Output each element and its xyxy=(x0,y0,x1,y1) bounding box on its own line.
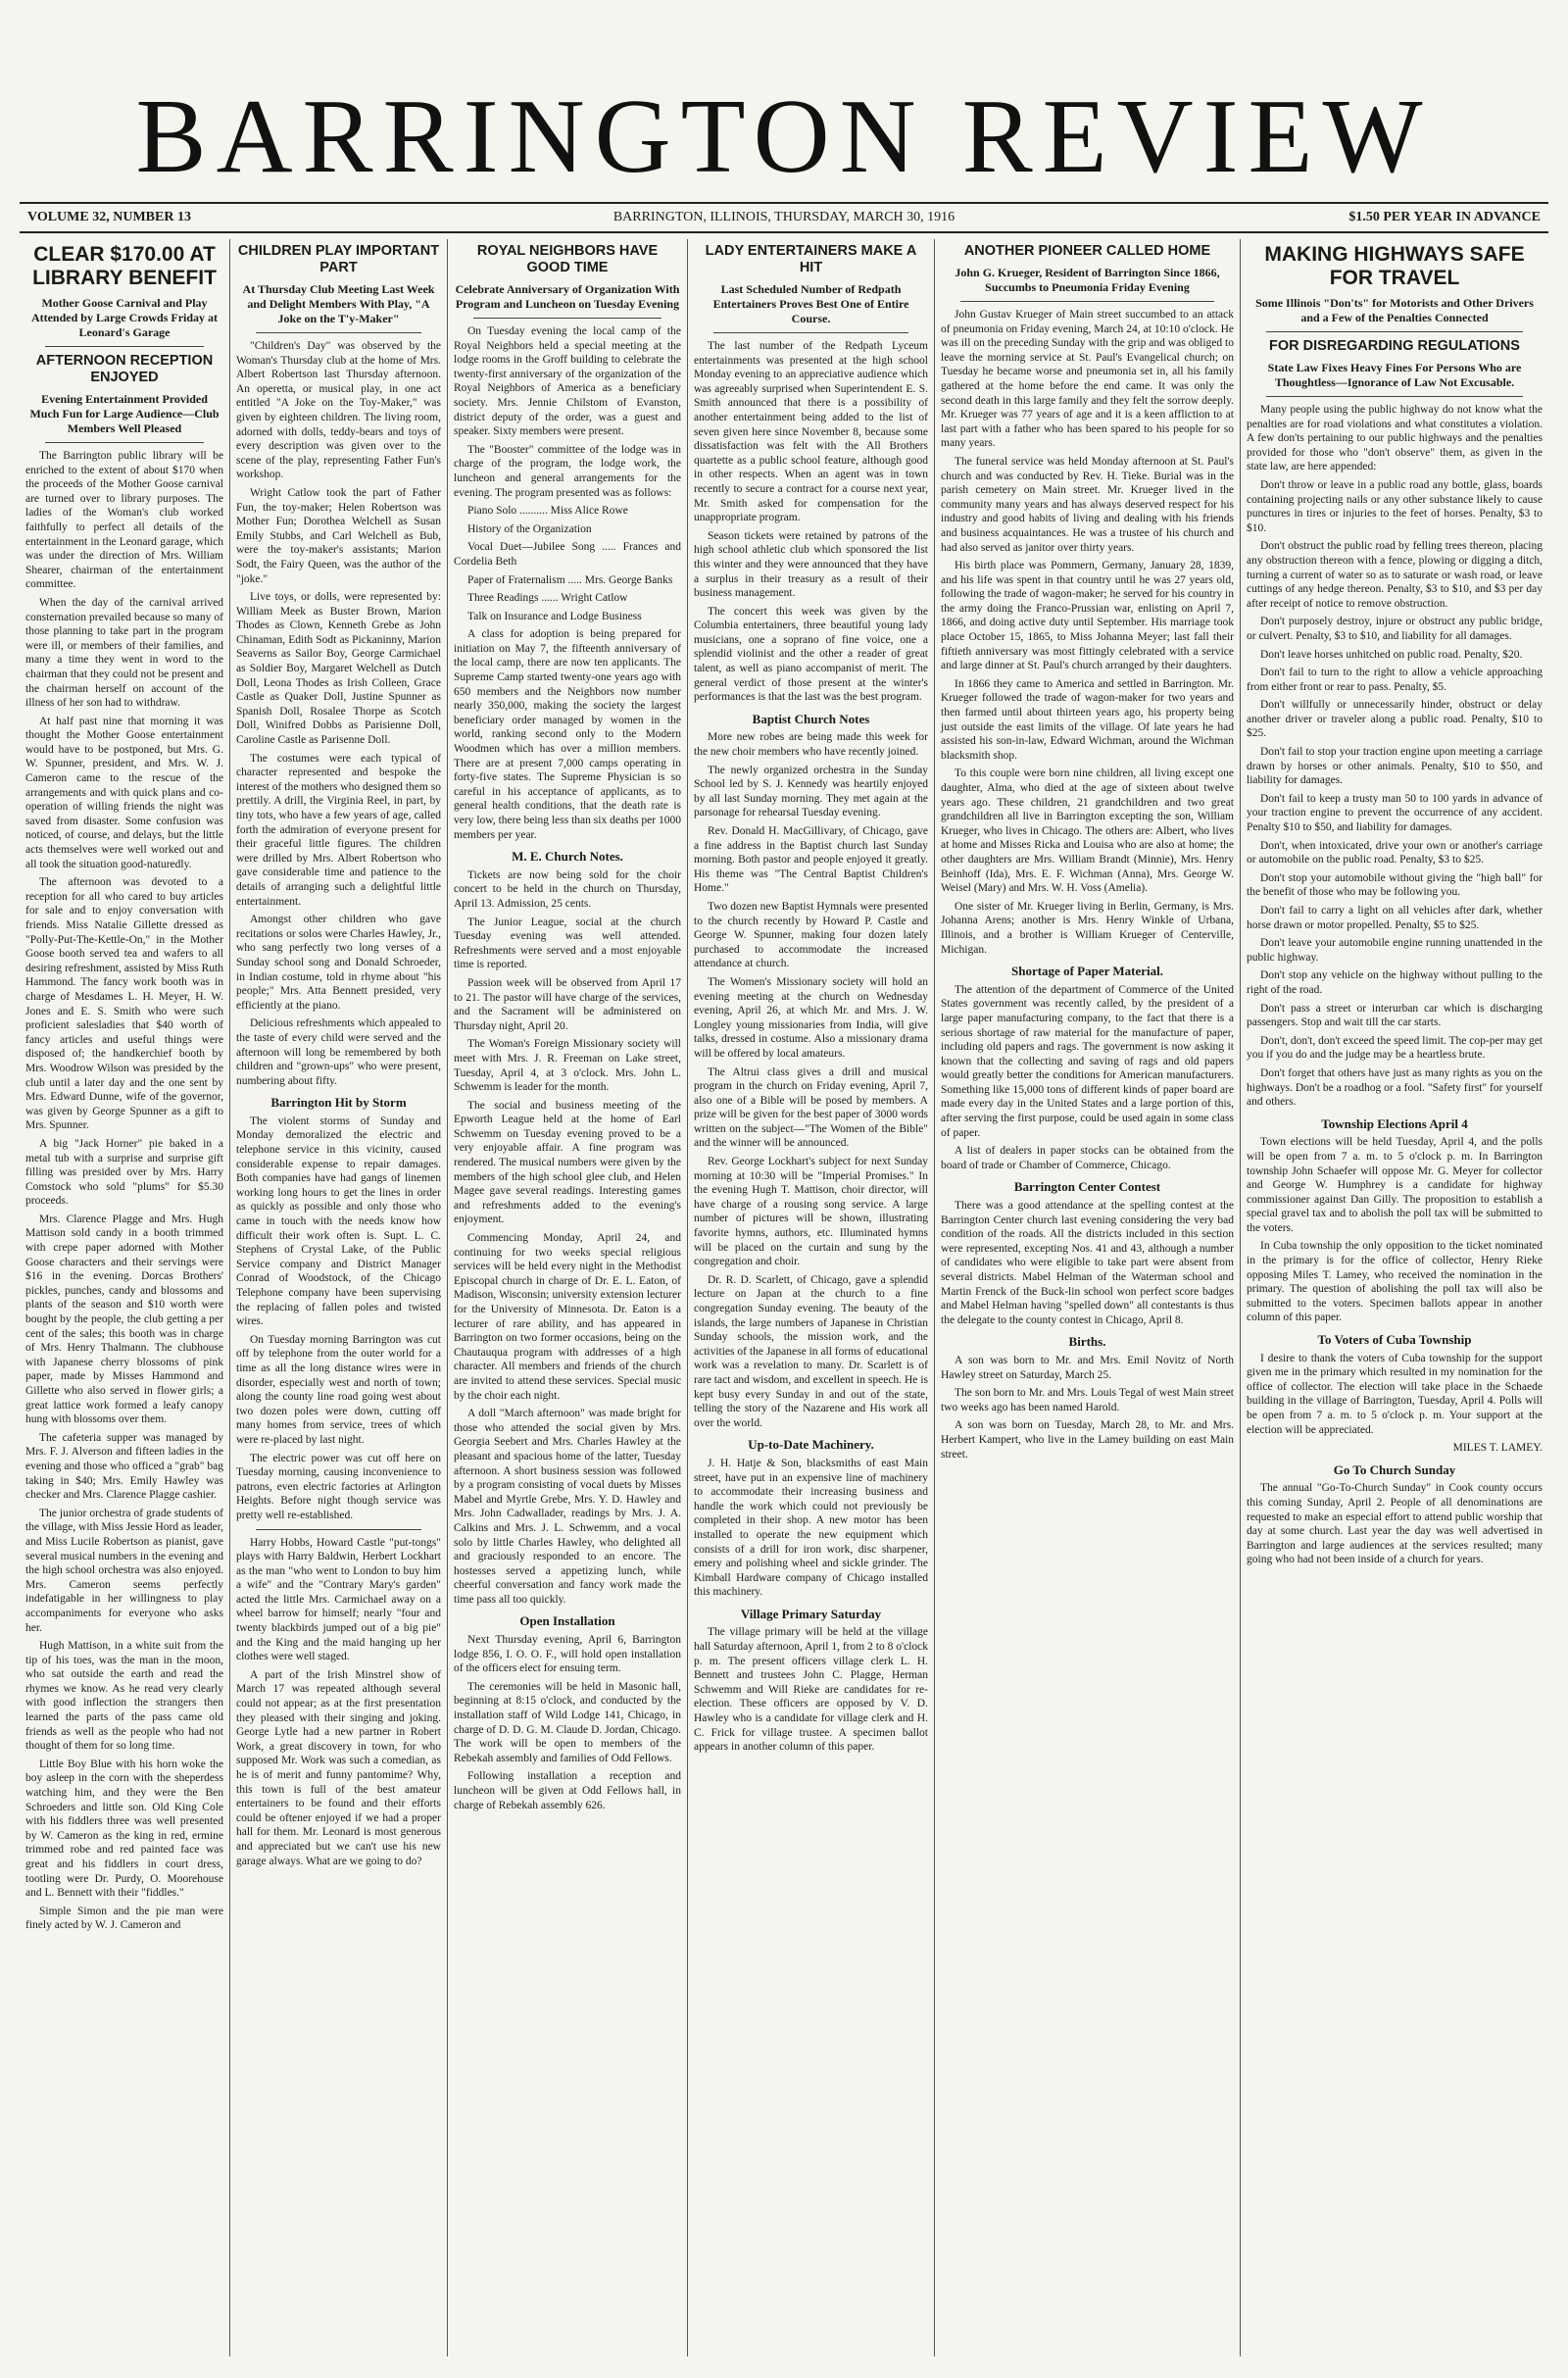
paragraph: The Women's Missionary society will hold an evening meeting at the church on Wednesday evening, April 26, at which Mr. and Mrs. J. W. Longley young missionaries from India, will give talks, dressed in costume. Also a missionary drama will be offered by local amateurs. xyxy=(694,975,928,1060)
paragraph: The cafeteria supper was managed by Mrs. F. J. Alverson and fifteen ladies in the evening and those who officed a "grab" bag taking in $40; Mrs. Emily Hawley was checker and Mrs. Clarence Plagge cashier. xyxy=(25,1431,223,1502)
paragraph: One sister of Mr. Krueger living in Berlin, Germany, is Mrs. Johanna Arens; another is Mrs. Henry Winkle of Urbana, Illinois, and a brother is William Krueger of Centerville, Michigan. xyxy=(941,900,1234,956)
subheading: Births. xyxy=(1068,1334,1106,1350)
paragraph: Season tickets were retained by patrons of the high school athletic club which sponsored the list this winter and they were announced that they have a surplus in their treasury as a result of their business management. xyxy=(694,529,928,600)
paragraph: Don't leave your automobile engine running unattended in the public highway. xyxy=(1247,937,1543,964)
deck: Mother Goose Carnival and Play Attended by Large Crowds Friday at Leonard's Garage xyxy=(30,296,219,339)
divider xyxy=(256,1529,421,1530)
column-children-play xyxy=(230,239,448,2356)
deck: John G. Krueger, Resident of Barrington Since 1866, Succumbs to Pneumonia Friday Evening xyxy=(955,266,1220,294)
paragraph: Hugh Mattison, in a white suit from the tip of his toes, was the man in the moon, who sat outside the earth and read the rhymes we know. As he read very clearly with good inflection the strangers then learned the parts of the pass came old friends as well as the people who had not thought of them for so long time. xyxy=(25,1640,223,1753)
paragraph: At half past nine that morning it was thought the Mother Goose entertainment would have to be postponed, but Mrs. G. W. Spunner, president, and Mrs. W. J. Cameron came to the rescue of the arrangements and with quick plans and co-operation of willing friends the night was saved from disaster. Some confusion was noticed, of course, and delays, but the little acts themselves were well worked out and all took the situation good-naturedly. xyxy=(25,715,223,870)
paragraph: Don't leave horses unhitched on public road. Penalty, $20. xyxy=(1260,648,1523,661)
paragraph: A list of dealers in paper stocks can be obtained from the board of trade or Chamber of Commerce, Chicago. xyxy=(941,1145,1234,1171)
dateline xyxy=(20,202,1548,233)
subheading: Township Elections April 4 xyxy=(1321,1115,1468,1131)
paragraph: In Cuba township the only opposition to the ticket nominated in the primary is for the office of collector, Henry Rieke opposing Miles T. Lamey, who received the nomination in the primary. The question of abolishing the poll tax will also be submitted to the voters. Specimen ballots appear in another column of this paper. xyxy=(1247,1240,1543,1324)
paragraph: Don't, don't, don't exceed the speed limit. The cop-per may get you if you do and the judge may be a heartless brute. xyxy=(1247,1034,1543,1062)
paragraph: The annual "Go-To-Church Sunday" in Cook county occurs this coming Sunday, April 2. People of all denominations are requested to make an especial effort to attend public worship that day at some church. Last year the day was well advertised in Barrington and large audiences at the services resulted; many going who had not been inside of a church for years. xyxy=(1247,1482,1543,1566)
paragraph: The newly organized orchestra in the Sunday School led by S. J. Kennedy was heartily enjoyed by all last Sunday morning. They met again at the parsonage for rehearsal Tuesday evening. xyxy=(694,764,928,819)
paragraph: Dr. R. D. Scarlett, of Chicago, gave a splendid lecture on Japan at the church to a fine congregation Sunday evening. The beauty of the islands, the large numbers of Japanese in Christian Sunday schools, the mission work, and the activities of the Japanese in all forms of educational work was a revelation to many. Dr. Scarlett is of rare tact and wisdom, and excellent in speech. He is kept busy every Sunday in and out of the state, telling the story of the Nazarene and His work all over the world. xyxy=(694,1273,928,1429)
paragraph: A part of the Irish Minstrel show of March 17 was repeated although several could not appear; as at the first presentation they pleased with their singing and joking. George Lytle had a new partner in Robert Work, a great discovery in town, for who supposed Mr. Work was such a comedian, as he is of merit and funny pantomime? Why, this town is full of the best amateur entertainers to be found and their efforts could be oftener enjoyed if we had a proper hall for them. Mr. Leonard is most generous and appreciated but we can't use his new garage always. What are we going to do? xyxy=(236,1668,441,1867)
paragraph: J. H. Hatje & Son, blacksmiths of east Main street, have put in an expensive line of machinery to accommodate their increasing business and handle the work which could not previously be completed in their shop. A new motor has been installed to operate the new equipment which consists of a drill for iron work, disc sharpener, emery and polishing wheel and sickle grinder. The Kimball Hardware company of Chicago installed this machinery. xyxy=(694,1457,928,1599)
paragraph: Don't forget that others have just as many rights as you on the highways. Don't be a roadhog or a fool. "Safety first" for yourself and others. xyxy=(1247,1066,1543,1109)
deck: Celebrate Anniversary of Organization With Program and Luncheon on Tuesday Evening xyxy=(455,282,680,311)
paragraph: Don't purposely destroy, injure or obstruct any public bridge, or culvert. Penalty, $3 to $10, and liability for all damages. xyxy=(1247,616,1543,642)
paragraph: Many people using the public highway do not know what the penalties are for road violations and what constitutes a violation. A few don'ts pertaining to our public highways and the penalties provided for those who "don't observe" them, as given in the state law, are here appended: xyxy=(1247,404,1543,473)
paragraph: On Tuesday evening the local camp of the Royal Neighbors held a special meeting at the lodge rooms in the Groff building to celebrate the twenty-first anniversary of the organization of the Royal Neighbors of America as a beneficiary society. Mrs. Jennie Chilstom of Evanston, district deputy of the order, was a guest and speaker. Sixty members were present. xyxy=(454,325,681,438)
paragraph: Following installation a reception and luncheon will be given at Odd Fellows hall, in charge of Rebekah assembly 626. xyxy=(454,1770,681,1811)
column-pioneer-called-home xyxy=(935,239,1241,2356)
paragraph: Don't fail to carry a light on all vehicles after dark, whether horse drawn or motor propelled. Penalty, $5 to $25. xyxy=(1247,905,1543,931)
column-highways xyxy=(1241,239,1548,2356)
program-item: Vocal Duet—Jubilee Song ..... Frances and Cordelia Beth xyxy=(454,541,681,568)
paragraph: Rev. Donald H. MacGillivary, of Chicago, gave a fine address in the Baptist church last Sunday morning. Both pastor and people enjoyed it greatly. His theme was "The Central Baptist Children's Home." xyxy=(694,825,928,895)
paragraph: The social and business meeting of the Epworth League held at the home of Earl Schwemm on Tuesday evening proved to be a very enjoyable affair. A fine program was rendered. The musical numbers were given by the members of the high school glee club, and Helen Magee gave several readings. Interesting games and refreshments added to the evening's enjoyment. xyxy=(454,1099,681,1226)
headline: FOR DISREGARDING REGULATIONS xyxy=(1269,338,1520,354)
paragraph: The "Booster" committee of the lodge was in charge of the program, the lodge work, the luncheon and general arrangements for the evening. The program presented was as follows: xyxy=(454,443,681,499)
paragraph: The violent storms of Sunday and Monday demoralized the electric and telephone service in this vicinity, caused considerable expense to repair damages. Both companies have had gangs of linemen working long hours to get the lines in order as quickly as possible and only those who came in touch with the needs know how difficult their work often is. Supt. L. C. Stephens of Crystal Lake, of the Public Service company and District Manager Conrad of Woodstock, of the Chicago Telephone company have been supervising the replacing of fallen poles and twisted wires. xyxy=(236,1115,441,1328)
program-item: Piano Solo .......... Miss Alice Rowe xyxy=(467,505,628,518)
headline: LADY ENTERTAINERS MAKE A HIT xyxy=(705,243,917,275)
paragraph: I desire to thank the voters of Cuba township for the support given me in the primary which resulted in my nomination for the office of collector. The election will take place in the Schaede building in the village of Barrington, Tuesday, April 4. Polls will be open from 7 a. m. to 5 o'clock p. m. Your support at the election will be appreciated. xyxy=(1247,1352,1543,1436)
paragraph: Delicious refreshments which appealed to the taste of every child were served and the afternoon will long be remembered by both children and "grown-ups" who were present, numbering about fifty. xyxy=(236,1017,441,1087)
paragraph: Don't fail to keep a trusty man 50 to 100 yards in advance of your traction engine to prevent the occurrence of any accident. Penalty $10 to $50, and liability for damages. xyxy=(1247,792,1543,834)
divider xyxy=(45,442,204,443)
masthead-title: BARRINGTON REVIEW xyxy=(135,78,1433,195)
paragraph: The son born to Mr. and Mrs. Louis Tegal of west Main street two weeks ago has been named Harold. xyxy=(941,1387,1234,1413)
paragraph: The Barrington public library will be enriched to the extent of about $170 when the proceeds of the Mother Goose carnival are turned over to library purposes. The ladies of the Woman's club worked faithfully to perfect all details of the entertainment in the Leonard garage, which was under the direction of Mrs. William Shearer, chairman of the entertainment committee. xyxy=(25,450,223,591)
paragraph: A doll "March afternoon" was made bright for those who attended the social given by Mrs. Georgia Seebert and Mrs. Charles Hawley at the pleasant and spacious home of the latter, Tuesday afternoon. A short business session was followed by a program consisting of vocal duets by Misses Mabel and Myrtle Grebe, Mrs. Y. D. Hawley and Mrs. John Cadwallader, readings by Mrs. J. A. Calkins and Mrs. J. L. Schwemm, and a vocal solo by little Charles Hawley, who delighted all and graciously responded to an encore. The hostesses served a appetizing lunch, while cheerful conversation and fancy work made the time pass all too quickly. xyxy=(454,1408,681,1606)
paragraph: Don't stop any vehicle on the highway without pulling to the right of the road. xyxy=(1247,969,1543,996)
headline: CHILDREN PLAY IMPORTANT PART xyxy=(237,243,440,275)
paragraph: Little Boy Blue with his horn woke the boy asleep in the corn with the sheperdess watching him, and they were the Ben Schroeders and little son. Old King Cole with his fiddlers three was well presented by W. Cameron as the king in red, ermine trimmed robe and red painted face was great and his fiddlers in court dress, tootling were Dr. Purdy, O. Moorehouse and L. Bennett with their "fiddles." xyxy=(25,1758,223,1900)
divider xyxy=(1266,331,1523,332)
paragraph: The afternoon was devoted to a reception for all who cared to buy articles for sale and to enjoy conversation with friends. Miss Natalie Gillette dressed as "Polly-Put-The-Kettle-On," in the Mother Goose booth served tea and wafers to all desiring refreshment, assisted by Miss Ruth Hammond. The fancy work booth was in charge of Mesdames L. H. Meyer, H. W. Jones and E. S. Smith who were such proficient salesladies that $40 worth of fancy articles and useful things were disposed of; the handkerchief booth by Mrs. Woodrow Wilson was presided by the club until a later day and the one sent by Mrs. Edward Dunne, wife of the governor, was given by George Spunner as a gift to Mrs. Spunner. xyxy=(25,876,223,1132)
paragraph: Don't stop your automobile without giving the "high ball" for the benefit of those who may be following you. xyxy=(1247,871,1543,899)
paragraph: Passion week will be observed from April 17 to 21. The pastor will have charge of the services, and the Sacrament will be administered on Thursday night, April 20. xyxy=(454,976,681,1032)
paragraph: The Woman's Foreign Missionary society will meet with Mrs. J. R. Freeman on Lake street, Tuesday, April 4, at 3 o'clock. Mrs. John L. Schwemm is leader for the month. xyxy=(454,1038,681,1094)
paragraph: A son was born to Mr. and Mrs. Emil Novitz of North Hawley street on Saturday, March 25. xyxy=(941,1354,1234,1381)
paragraph: Simple Simon and the pie man were finely acted by W. J. Cameron and xyxy=(25,1905,223,1932)
paragraph: To this couple were born nine children, all living except one daughter, Alma, who died at the age of sixteen about twelve years ago. These children, 21 grandchildren and two great grandchildren all live in Barrington excepting the son, William Krueger, who lives in Chicago. The others are: Albert, who lives at home and Misses Ricka and Louisa who are also at home; the other daughters are Mrs. William Brandt (Minnie), Mrs. Henry Beinhoff (Ida), Mrs. E. F. Wichman (Anna), Mrs. George W. Weisel (Mary) and Mrs. W. H. Voss (Amelia). xyxy=(941,768,1234,895)
paragraph: When the day of the carnival arrived consternation prevailed because so many of those planning to take part in the program were ill, or members of their families, and many a time they went in word to the chairman that they could not be present and the chairman herself on account of the illness of her son had to withdraw. xyxy=(25,596,223,710)
paragraph: Town elections will be held Tuesday, April 4, and the polls will be open from 7 a. m. to 5 o'clock p. m. In Barrington township John Schaefer will oppose Mr. G. Meyer for collector and George W. Humphrey is a candidate for highway commissioner against Dan Gilly. The proposition to establish a special gravel tax and to abolish the poll tax will be submitted to the voters. xyxy=(1247,1136,1543,1234)
headline: ANOTHER PIONEER CALLED HOME xyxy=(963,243,1211,259)
paragraph: Mrs. Clarence Plagge and Mrs. Hugh Mattison sold candy in a booth trimmed with crepe paper adorned with Mother Goose characters and their servings were $16 in the evening. Dorcas Brothers' pickles, punches, candy and blossoms and plants of the season and $10 worth were bought by the people, the club getting a per cent of the sales; this booth was in charge of Mrs. Henry Thalmann. The clubhouse with Japanese cherry blossoms of pink paper, made by Misses Hammond and Gillette who also served in flower girls; a great lattice work formed a leafy canopy hung with blossoms over them. xyxy=(25,1213,223,1426)
paragraph: Don't throw or leave in a public road any bottle, glass, boards containing projecting nails or any other substance likely to cause punctures in tires or injuries to the feet of horses. Penalty, $3 to $10. xyxy=(1247,478,1543,534)
volume-number: VOLUME 32, NUMBER 13 xyxy=(27,210,191,224)
paragraph: The last number of the Redpath Lyceum entertainments was presented at the high school Monday evening to an appreciative audience which was agreeably surprised when Superintendent E. S. Smith announced that there is a possibility of another entertainment being added to the list of seven given here since November 8, because some dissatisfaction was felt with the All Brothers quartette as a public school feature, although good in other respects. When an agent was in town recently to secure a contract for a course next year, Mr. Smith asked for compensation for the unappropriate program. xyxy=(694,340,928,524)
paragraph: The Junior League, social at the church Tuesday evening was well attended. Refreshments were served and a most enjoyable time is reported. xyxy=(454,916,681,971)
subheading: Open Installation xyxy=(519,1613,615,1629)
paragraph: A big "Jack Horner" pie baked in a metal tub with a surprise and surprise gift filling was presided over by Mrs. Harry Comstock who sold "plums" for $5.30 proceeds. xyxy=(25,1137,223,1208)
paragraph: Don't willfully or unnecessarily hinder, obstruct or delay another driver or traveler along a public road. Penalty, $10 to $25. xyxy=(1247,699,1543,740)
subheading: Barrington Hit by Storm xyxy=(270,1095,407,1111)
program-item: Three Readings ...... Wright Catlow xyxy=(467,592,628,605)
paragraph: There was a good attendance at the spelling contest at the Barrington Center church last evening considering the very bad condition of the roads. All the districts included in this section were represented, excepting Nos. 41 and 43, although a number of candidates who were eligible to take part were absent from several districts. Mabel Helman of the Waterman school and Martin Frenck of the Buck-lin school won perfect score badges and Mabel Helman having "spelled down" all contestants is thus the delegate to the county contest in Chicago, April 8. xyxy=(941,1200,1234,1326)
paragraph: Tickets are now being sold for the choir concert to be held in the church on Thursday, April 13. Admission, 25 cents. xyxy=(454,868,681,910)
paragraph: A son was born on Tuesday, March 28, to Mr. and Mrs. Herbert Kampert, who live in the Lamey building on east Main street. xyxy=(941,1419,1234,1461)
column-library-benefit xyxy=(20,239,230,2356)
subheading: Barrington Center Contest xyxy=(1013,1179,1161,1195)
headline: MAKING HIGHWAYS SAFE FOR TRAVEL xyxy=(1264,243,1525,289)
paragraph: Commencing Monday, April 24, and continuing for two weeks special religious services will be held every night in the Methodist Episcopal church in charge of Dr. E. L. Eaton, of Madison, Wisconsin; university extension lecturer for the University of Minnesota. Dr. Eaton is a lecturer of rare ability, and has appeared in Barrington on two former occasions, being on the Chautauqua program with addresses of a high character. All members and friends of the church are invited to attend these services. Special music by the choir each night. xyxy=(454,1232,681,1402)
paragraph: Next Thursday evening, April 6, Barrington lodge 856, I. O. O. F., will hold open installation of the officers elect for ensuing term. xyxy=(454,1634,681,1675)
program-item: Talk on Insurance and Lodge Business xyxy=(467,610,642,622)
subscription-price: $1.50 PER YEAR IN ADVANCE xyxy=(1348,210,1541,224)
divider xyxy=(960,301,1214,302)
newspaper-page xyxy=(20,20,1548,2362)
subheading: Up-to-Date Machinery. xyxy=(748,1437,874,1453)
subheading: To Voters of Cuba Township xyxy=(1317,1332,1472,1348)
paragraph: The ceremonies will be held in Masonic hall, beginning at 8:15 o'clock, and conducted by the installation staff of Wild Lodge 141, Chicago, in charge of D. D. G. M. Claude D. Jordan, Chicago. The work will be open to members of the Rebekah assembly and families of Odd Fellows. xyxy=(454,1680,681,1764)
headline: CLEAR $170.00 AT LIBRARY BENEFIT xyxy=(32,243,217,289)
paragraph: The village primary will be held at the village hall Saturday afternoon, April 1, from 2 to 8 o'clock p. m. The present officers village clerk L. H. Bennett and trustees John C. Plagge, Herman Schwemm and Will Rieke are candidates for re-election. These officers are opposed by V. D. Hawley who is a candidate for village clerk and H. C. Frick for village trustee. A specimen ballot appears in another column of this paper. xyxy=(694,1626,928,1754)
headline: ROYAL NEIGHBORS HAVE GOOD TIME xyxy=(476,243,659,275)
subheading: Shortage of Paper Material. xyxy=(1011,964,1163,979)
paragraph: Live toys, or dolls, were represented by: William Meek as Buster Brown, Marion Thodes as Clown, Kenneth Grebe as John Chinaman, Edith Sodt as Pickaninny, Marion Seaverns as Sailor Boy, George Carmichael as Soldier Boy, Margaret Welchell as Dutch Doll, Leona Thodes as Irish Colleen, Grace Castle as Quaker Doll, Justine Spunner as Spanish Doll, Rosalee Thorpe as Scotch Doll, Winifred Dobbs as Parisienne Doll, Caroline Castle as Parisenne Doll. xyxy=(236,591,441,747)
paragraph: A class for adoption is being prepared for initiation on May 7, the fifteenth anniversary of the local camp, there are now ten applicants. The Supreme Camp started twenty-one years ago with 650 members and the Neighbors now number nearly 350,000, making the society the largest beneficiary order managed by women in the world, ranking second only to the Modern Woodmen which has over a million members. There are at present 7,000 camps operating in forty-five states. The Supreme Physician is so careful in his acceptance of applicants, as to general health conditions, that the death rate is very low, there being less than six deaths per 1000 members per year. xyxy=(454,628,681,841)
subheading: Baptist Church Notes xyxy=(752,711,870,726)
paragraph: His birth place was Pommern, Germany, January 28, 1839, and his life was spent in that country until he was 27 years old, following the trade of wagon-maker; he served for his country in the army doing the Franco-Prussian war, enlisting on April 7, 1866, and doing active duty until September. His marriage took place October 15, 1865, to Miss Johanna Meyer; last fall their fiftieth anniversary was most fittingly celebrated with a service and large dinner at St. Paul's church arranged by their daughters. xyxy=(941,560,1234,672)
divider xyxy=(256,332,421,333)
paragraph: The electric power was cut off here on Tuesday morning, causing inconvenience to patrons, even electric factories at Arlington Heights. Before night though service was pretty well re-established. xyxy=(236,1452,441,1521)
paragraph: Amongst other children who gave recitations or solos were Charles Hawley, Jr., who sang perfectly two long verses of a Sunday school song and Donald Schroeder, in Indian costume, told in rhyme about "his people;" Mrs. Atta Bennett presided, very efficiently at the piano. xyxy=(236,914,441,1012)
deck: Last Scheduled Number of Redpath Entertainers Proves Best One of Entire Course. xyxy=(712,282,909,325)
headline: AFTERNOON RECEPTION ENJOYED xyxy=(35,353,214,385)
paragraph: Don't, when intoxicated, drive your own or another's carriage or automobile on the public road. Penalty, $3 to $25. xyxy=(1247,839,1543,867)
column-royal-neighbors xyxy=(448,239,688,2356)
subheading: M. E. Church Notes. xyxy=(512,849,623,865)
deck: At Thursday Club Meeting Last Week and Delight Members With Play, "A Joke on the T'y-Maker" xyxy=(242,282,435,325)
paragraph: Rev. George Lockhart's subject for next Sunday morning at 10:30 will be "Imperial Promises." In the evening Hugh T. Mattison, choir director, will have charge of a rousing song service. A large number of pictures will be shown, illustrating favorite hymns, authors, etc. Illuminated hymns will be placed on the curtain and sung by the congregation and choir. xyxy=(694,1156,928,1268)
paragraph: The Altrui class gives a drill and musical program in the church on Friday evening, April 7, also one of a Bible will be posed by members. A prize will be given for the best paper of 3000 words written on the subject—"The Women of the Bible" and the winner will be announced. xyxy=(694,1065,928,1150)
paragraph: The junior orchestra of grade students of the village, with Miss Jessie Hord as leader, and Miss Lucile Robertson as pianist, gave several musical numbers in the evening and the high school orchestra was also enjoyed. Mrs. Cameron seems perfectly indefatigable in her willingness to play accompaniments for everyone who asks her. xyxy=(25,1507,223,1634)
paragraph: The attention of the department of Commerce of the United States government was recently called, by the president of a large paper manufacturing company, to the fact that there is a serious shortage of raw material for the manufacture of paper, including old papers and rags. The government is now asking it known that the collecting and saving of rags and old papers would greatly better the conditions for American manufacturers. Something like 15,000 tons of different kinds of paper board are made every day in the United States and a large portion of this, after serving the first purpose, could be used again in some class of paper. xyxy=(941,983,1234,1139)
paragraph: Don't fail to stop your traction engine upon meeting a carriage drawn by horses or other animals. Penalty, $10 to $50, and liability for damages. xyxy=(1247,746,1543,787)
paragraph: "Children's Day" was observed by the Woman's Thursday club at the home of Mrs. Albert Robertson last Thursday afternoon. An operetta, or musical play, in one act entitled "A Joke on the Toy-Maker," was given by eighteen children. The living room, adorned with dolls, teddy-bears and toys of every description was given over to the scene of the play, representing Father Fun's workshop. xyxy=(236,340,441,481)
paragraph: More new robes are being made this week for the new choir members who have recently joined. xyxy=(694,731,928,759)
deck: Some Illinois "Don'ts" for Motorists and Other Drivers and a Few of the Penalties Connected xyxy=(1255,296,1534,324)
paragraph: Don't obstruct the public road by felling trees thereon, placing any obstruction thereon with a fence, plowing or digging a ditch, turning a current of water so as to saturate or wash road, or leave cuttings of any hedge thereon. Penalty, $3 to $10, and $3 per day after receipt of notice to remove obstruction. xyxy=(1247,540,1543,610)
divider xyxy=(473,318,662,319)
signature: MILES T. LAMEY. xyxy=(1452,1442,1543,1455)
deck: Evening Entertainment Provided Much Fun for Large Audience—Club Members Well Pleased xyxy=(29,392,220,435)
paragraph: In 1866 they came to America and settled in Barrington. Mr. Krueger followed the trade of wagon-maker for two years and then farmed until about thirteen years ago, his property being just outside the east limits of the village. Of late years he had assisted his son-in-law, Edward Wichman, around the Wichman blacksmith shop. xyxy=(941,677,1234,762)
paragraph: Don't pass a street or interurban car which is discharging passengers. Stop and wait till the car starts. xyxy=(1247,1002,1543,1029)
paragraph: The concert this week was given by the Columbia entertainers, three beautiful young lady musicians, one a soprano of fine voice, one a splendid violinist and the other a reader of great talent, as well as piano accompanist of merit. The general verdict of those present at the winter's performances is that the last was the best program. xyxy=(694,605,928,704)
paragraph: The funeral service was held Monday afternoon at St. Paul's church and was conducted by Rev. H. Tieke. Burial was in the parish cemetery on Main street. Mr. Krueger lived in the community many years and has always deserved respect for his industry and good habits of living and dealing with his friends and business acquaintances. He was a trustee of his church and had also served as janitor over thirty years. xyxy=(941,455,1234,554)
divider xyxy=(45,346,204,347)
paragraph: Wright Catlow took the part of Father Fun, the toy-maker; Helen Robertson was Mother Fun; Dorothea Welchell as Susan Emily Stubbs, and Carl Welchell as Bub, were the toy-maker's assistants; Marion Sodt, the Fairy Queen, was the author of the "joke." xyxy=(236,486,441,585)
subheading: Go To Church Sunday xyxy=(1333,1461,1456,1477)
subheading: Village Primary Saturday xyxy=(740,1606,882,1621)
paragraph: On Tuesday morning Barrington was cut off by telephone from the outer world for a time as all the long distance wires were in disorder, especially west and north of town; along the county line road going west about two dozen poles were down, cutting off many homes from service, trees of which were re-placed by last night. xyxy=(236,1333,441,1446)
program-item: History of the Organization xyxy=(467,522,592,535)
paragraph: Don't fail to turn to the right to allow a vehicle approaching from either front or rear to pass. Penalty, $5. xyxy=(1247,667,1543,693)
paragraph: Harry Hobbs, Howard Castle "put-tongs" plays with Harry Baldwin, Herbert Lockhart as the man "who went to London to buy him a wife" and the "Contrary Mary's garden" acted the little Mrs. Carmichael away on a wheel barrow for himself; nearly "four and twenty blackbirds jumped out of a big pie" and the King and the maid hanging up her clothes were well staged. xyxy=(236,1536,441,1663)
paragraph: Two dozen new Baptist Hymnals were presented to the church recently by Howard P. Castle and George W. Spunner, making four dozen lately purchased to accommodate the increased attendance at church. xyxy=(694,900,928,970)
paragraph: John Gustav Krueger of Main street succumbed to an attack of pneumonia on Friday evening, March 24, at 10:10 o'clock. He was ill on the preceding Sunday with the grip and was obliged to leave the morning service at St. Paul's Evangelical church; on Tuesday he became worse and pneumonia set in, all his family gathered at the home before the end came. It was only the second death in this large family and they felt the sorrow deeply. Mr. Krueger was 77 years of age and it is a keen affliction to at last part with a father who has been spared to his people for so many years. xyxy=(941,309,1234,450)
column-lady-entertainers xyxy=(688,239,935,2356)
place-date: BARRINGTON, ILLINOIS, THURSDAY, MARCH 30, 1916 xyxy=(612,210,956,224)
divider xyxy=(713,332,908,333)
program-item: Paper of Fraternalism ..... Mrs. George Banks xyxy=(467,573,673,586)
divider xyxy=(1266,396,1523,397)
deck: State Law Fixes Heavy Fines For Persons Who are Thoughtless—Ignorance of Law Not Excusable. xyxy=(1267,361,1522,389)
paragraph: The costumes were each typical of character represented and bespoke the interest of the mothers who designed them so prettily. A drill, the Virginia Reel, in part, by tiny tots, who have a few years of age, called forth the admiration of everyone present for their graceful little figures. The children were drilled by Mrs. Albert Robertson who gave considerable time and patience to the details of arranging such a delightful little entertainment. xyxy=(236,752,441,908)
